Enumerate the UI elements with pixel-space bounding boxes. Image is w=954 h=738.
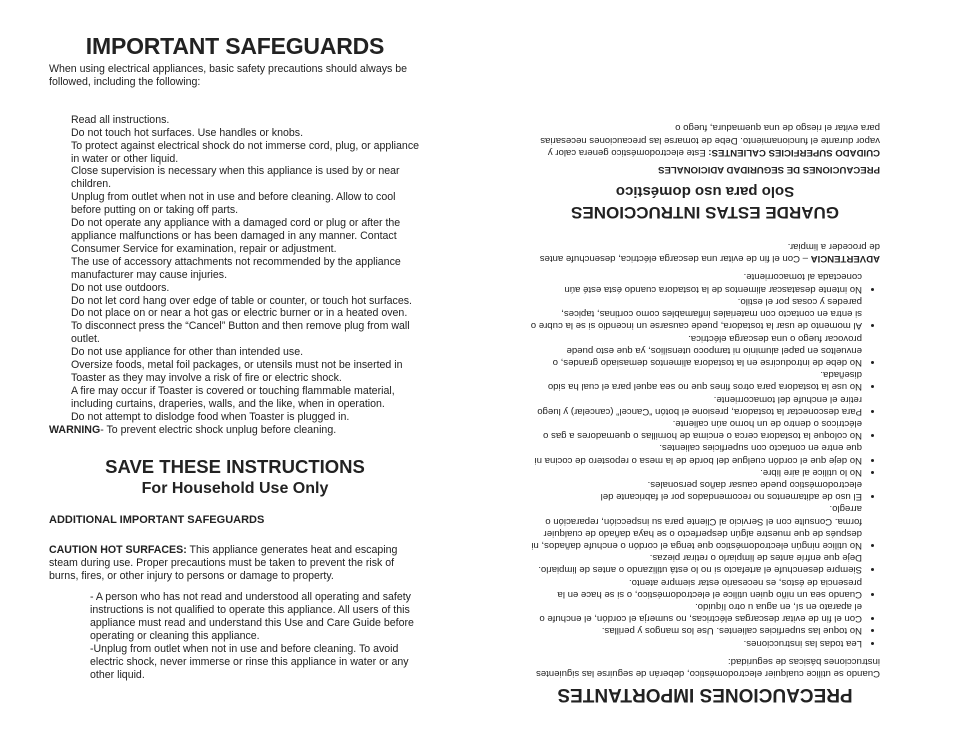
- note-text: - A person who has not read and understood all operating and safety instructions is not qualified to operate this appliance. All users of this appliance must read and understand this Use and Care Guide before operating or cleaning this appliance.: [90, 591, 414, 642]
- household-use-heading: For Household Use Only: [141, 480, 329, 498]
- list-item: • No coloque la tostadora cerca o encima de hornillas o quemadores a gas o eléctricos o dentro de un horno aún caliente.: [530, 417, 862, 441]
- spanish-safeguards-column: [530, 33, 880, 705]
- list-item: • No toque las superficies calientes. Use los mangos y perillas.: [530, 624, 862, 636]
- caution-label: CUIDADO SUPERFICIES CALIENTES:: [708, 146, 880, 158]
- spanish-intro: Cuando se utilice cualquier electrodoméstico, deberán de seguirse las siguientes instrucciones básicas de seguridad:: [536, 655, 880, 679]
- spanish-title: PRECAUCIONES IMPORTANTES: [557, 684, 853, 705]
- list-item: Oversize foods, metal foil packages, or utensils must not be inserted in Toaster as they may involve a risk of fire or electric shock.: [71, 359, 403, 384]
- list-item: Do not place on or near a hot gas or electric burner or in a heated oven.: [71, 307, 408, 320]
- list-item: • Lea todas las instrucciones.: [530, 636, 862, 648]
- warning-note: [49, 424, 421, 437]
- list-item: • Con el fin de evitar descargas eléctricas, no sumerja el cordón, el enchufe o el aparato en sí, en agua u otro líquido.: [530, 600, 862, 624]
- list-item: • Para desconectar la tostadora, presione el botón “Cancel” (cancelar) y luego retire el enchufe del tomacorriente.: [530, 392, 862, 416]
- list-item: • No lo utilice al aire libre.: [530, 466, 862, 478]
- list-item: Close supervision is necessary when this appliance is used by or near children.: [71, 165, 400, 191]
- list-item: • El uso de aditamentos no recomendados por el fabricante del electrodoméstico puede causar daños personales.: [530, 478, 862, 502]
- english-safeguards-column: [49, 33, 421, 682]
- spanish-household-heading: Solo para uso doméstico: [615, 182, 795, 200]
- spanish-warning-note: [530, 240, 880, 264]
- list-item: Do not operate any appliance with a damaged cord or plug or after the appliance malfunctions or has been damaged in any manner. Contact Consumer Service for examination, repair or adjustment.: [71, 217, 401, 255]
- list-item: Do not attempt to dislodge food when Toaster is plugged in.: [71, 410, 350, 423]
- list-item: Read all instructions.: [71, 113, 170, 126]
- list-item: A fire may occur if Toaster is covered or touching flammable material, including curtains, draperies, walls, and the like, when in operation.: [71, 384, 395, 410]
- additional-notes: [90, 591, 421, 681]
- caution-text: Este electrodoméstico genera calor y vapor durante el funcionamiento. Debe de tomarse las precauciones necesarias para evitar el riesgo de una quemadura, fuego o: [540, 122, 880, 158]
- spanish-additional-heading: PRECAUCIONES DE SEGURIDAD ADICIONALES: [658, 163, 880, 175]
- list-item: The use of accessory attachments not recommended by the appliance manufacturer may cause injuries.: [71, 255, 401, 281]
- list-item: • No deje que el cordón cuelgue del borde de la mesa o repostero de cocina ni que entre en contacto con superficies calientes.: [530, 441, 862, 465]
- list-item: To disconnect press the “Cancel” Button and then remove plug from wall outlet.: [71, 320, 410, 346]
- save-instructions-heading: SAVE THESE INSTRUCTIONS: [105, 456, 365, 478]
- list-item: • No debe de introducirse en la tostadora alimentos demasiado grandes, o envueltos en papel aluminio ni tampoco utensilios, ya que esto puede provocar fuego o una descarga eléctrica.: [530, 331, 862, 368]
- spanish-caution-paragraph: [530, 121, 880, 158]
- list-item: • No use la tostadora para otros fines que no sea aquel para el cual ha sido diseñada.: [530, 368, 862, 392]
- caution-text: This appliance generates heat and escaping steam during use. Proper precautions must be taken to prevent the risk of burns, fires, or other injury to persons or damage to property.: [49, 544, 398, 583]
- list-item: • No intente desatascar alimentos de la tostadora cuando ésta esté aún conectada al tomacorriente.: [530, 270, 862, 294]
- list-item: Do not let cord hang over edge of table or counter, or touch hot surfaces.: [71, 294, 412, 307]
- warning-label: ADVERTENCIA: [810, 253, 880, 265]
- warning-label: WARNING: [49, 423, 101, 436]
- list-item: • Siempre desenchufe el artefacto si no lo está utilizando o antes de limpiarlo. Deje que enfríe antes de limpiarlo o retirar piezas.: [530, 551, 862, 575]
- warning-text: – Con el fin de evitar una descarga eléctrica, desenchufe antes de proceder a limpiar.: [539, 241, 880, 265]
- list-item: Do not use appliance for other than intended use.: [71, 346, 304, 359]
- list-item: To protect against electrical shock do not immerse cord, plug, or appliance in water or other liquid.: [71, 139, 420, 165]
- caution-paragraph: [49, 544, 421, 583]
- note-text: -Unplug from outlet when not in use and before cleaning. To avoid electric shock, never immerse or rinse this appliance in water or any other liquid.: [90, 642, 409, 681]
- list-item: • Cuando sea un niño quien utilice el electrodoméstico, o si se hace en la presencia de éstos, es necesario estar siempre atento.: [530, 575, 862, 599]
- caution-label: CAUTION HOT SURFACES:: [49, 544, 187, 557]
- list-item: Do not use outdoors.: [71, 281, 170, 294]
- list-item: • Al momento de usar la tostadora, puede causarse un incendio si se la cubre o si entra en contacto con materiales inflamables como cortinas, tapices, paredes y cosas por el estilo.: [530, 295, 862, 332]
- intro-text: When using electrical appliances, basic safety precautions should always be followed, including the following:: [49, 63, 408, 88]
- list-item: Do not touch hot surfaces. Use handles or knobs.: [71, 126, 304, 139]
- page-title: IMPORTANT SAFEGUARDS: [85, 33, 385, 59]
- safeguards-list: [71, 114, 421, 424]
- warning-text: - To prevent electric shock unplug before cleaning.: [100, 423, 337, 436]
- spanish-safeguards-list: [530, 270, 880, 648]
- spanish-save-heading: GUARDE ESTAS INTRUCCIONES: [571, 202, 839, 222]
- list-item: • No utilice ningún electrodoméstico que tenga el cordón o enchufe dañados, ni después de que muestre algún desperfecto o se haya dañado de cualquier forma. Consulte con el Servicio al Cliente para su inspección, reparación o arreglo.: [530, 502, 862, 551]
- list-item: Unplug from outlet when not in use and before cleaning. Allow to cool before putting on or taking off parts.: [71, 191, 396, 217]
- additional-safeguards-heading: ADDITIONAL IMPORTANT SAFEGUARDS: [49, 514, 265, 527]
